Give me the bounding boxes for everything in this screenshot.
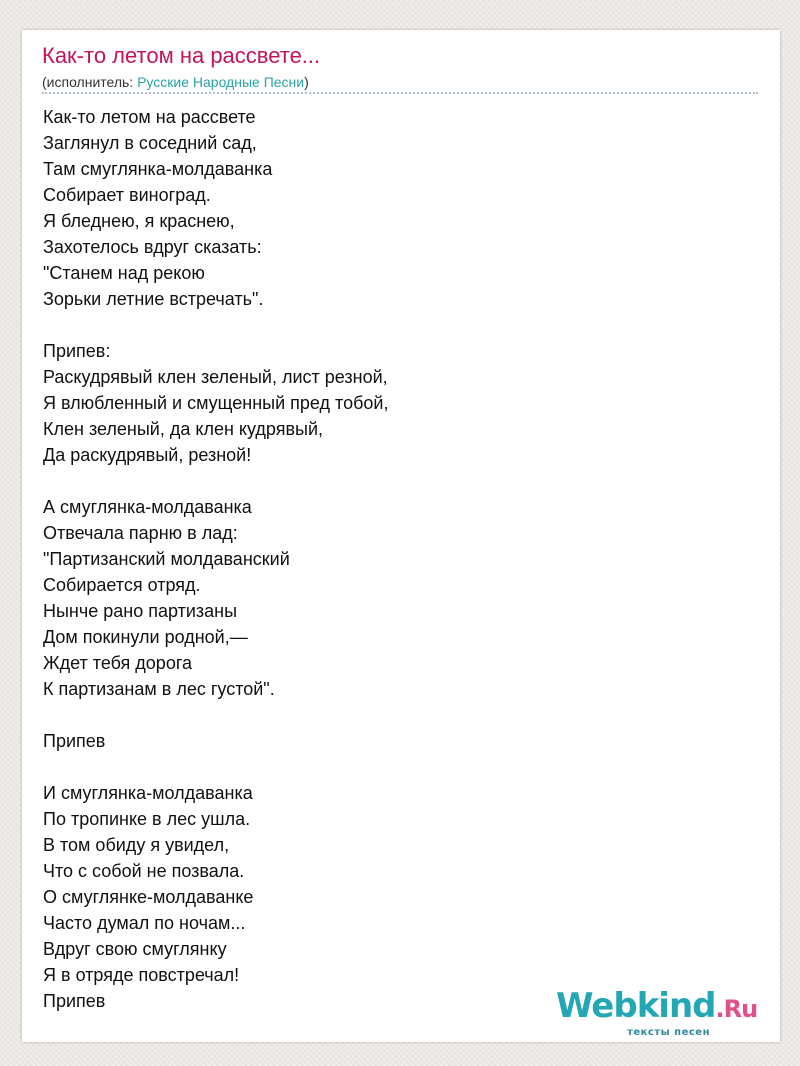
lyric-line: И смуглянка-молдаванка	[43, 783, 253, 803]
lyric-line: Я бледнею, я краснею,	[43, 211, 235, 231]
lyric-line: К партизанам в лес густой".	[43, 679, 275, 699]
lyric-line: Захотелось вдруг сказать:	[43, 237, 262, 257]
lyric-line: Клен зеленый, да клен кудрявый,	[43, 419, 323, 439]
performer-link[interactable]: Русские Народные Песни	[137, 74, 305, 90]
lyric-line: Собирает виноград.	[43, 185, 211, 205]
logo-subtitle: тексты песен	[627, 1027, 710, 1038]
lyrics-card	[22, 30, 780, 1042]
lyric-line: Припев:	[43, 341, 111, 361]
lyric-line: О смуглянке-молдаванке	[43, 887, 254, 907]
lyric-line: Да раскудрявый, резной!	[43, 445, 252, 465]
lyric-line: Что с собой не позвала.	[43, 861, 245, 881]
lyric-line: Припев	[43, 991, 106, 1011]
lyric-line: Я в отряде повстречал!	[43, 965, 240, 985]
lyric-line: Зорьки летние встречать".	[43, 289, 264, 309]
lyric-line: Дом покинули родной,—	[43, 627, 248, 647]
lyric-line: Заглянул в соседний сад,	[43, 133, 257, 153]
performer-prefix: (исполнитель:	[42, 74, 138, 90]
performer-line	[42, 73, 309, 91]
performer-suffix: )	[304, 74, 309, 90]
lyric-line: По тропинке в лес ушла.	[43, 809, 251, 829]
lyric-blank-line	[43, 312, 743, 338]
dotted-divider	[42, 92, 758, 94]
webkind-logo[interactable]	[556, 988, 756, 1036]
lyrics-text	[43, 104, 743, 1014]
logo-wordmark	[556, 988, 756, 1027]
lyric-line: Собирается отряд.	[43, 575, 201, 595]
lyric-line: В том обиду я увидел,	[43, 835, 230, 855]
lyric-line: Раскудрявый клен зеленый, лист резной,	[43, 367, 388, 387]
lyric-line: Я влюбленный и смущенный пред тобой,	[43, 393, 389, 413]
lyric-blank-line	[43, 754, 743, 780]
lyric-line: Часто думал по ночам...	[43, 913, 246, 933]
lyric-line: Там смуглянка-молдаванка	[43, 159, 273, 179]
lyric-line: Нынче рано партизаны	[43, 601, 238, 621]
lyric-line: "Станем над рекою	[43, 263, 205, 283]
logo-ru-text: .Ru	[715, 995, 758, 1023]
lyric-line: Отвечала парню в лад:	[43, 523, 238, 543]
lyric-blank-line	[43, 702, 743, 728]
lyric-blank-line	[43, 468, 743, 494]
lyric-line: Припев	[43, 731, 106, 751]
lyric-line: Вдруг свою смуглянку	[43, 939, 227, 959]
lyric-line: Как-то летом на рассвете	[43, 107, 256, 127]
song-title: Как-то летом на рассвете...	[42, 43, 321, 68]
lyric-line: Ждет тебя дорога	[43, 653, 193, 673]
lyric-line: А смуглянка-молдаванка	[43, 497, 252, 517]
lyric-line: "Партизанский молдаванский	[43, 549, 290, 569]
logo-main-text: Webkind	[556, 986, 716, 1026]
